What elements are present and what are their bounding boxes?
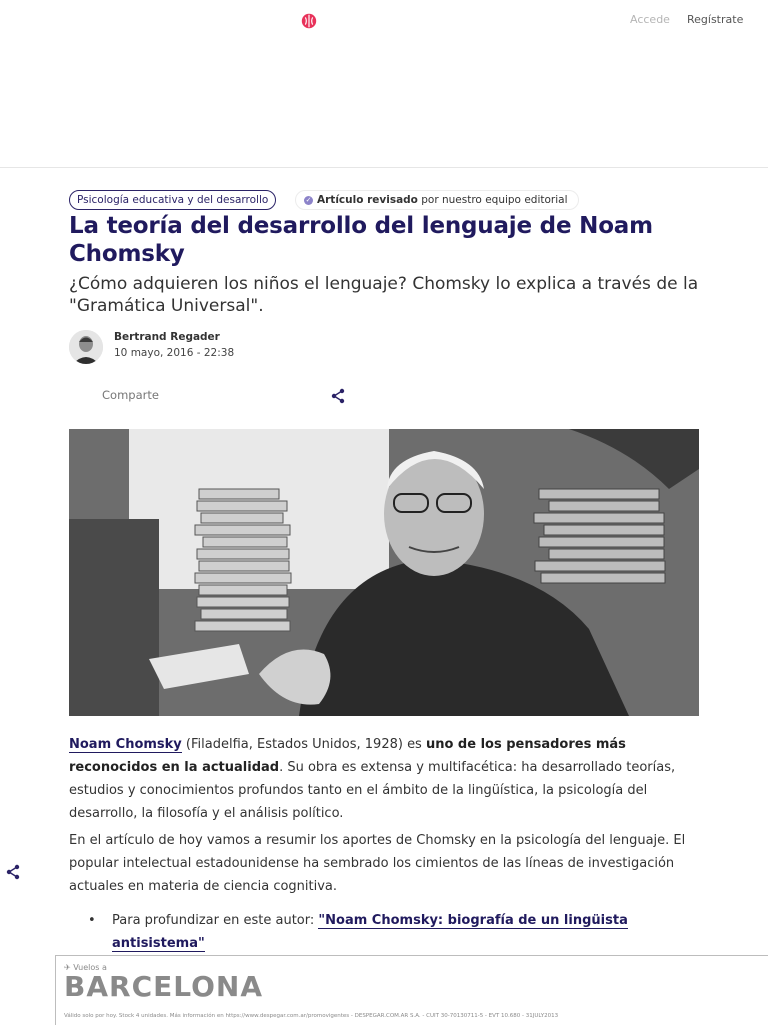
avatar-image [69,330,103,364]
bullet-dot: • [88,913,96,928]
brain-logo-icon[interactable] [300,12,318,30]
reviewed-bold: Artículo revisado [317,194,418,206]
chomsky-link[interactable]: Noam Chomsky [69,737,182,752]
reviewed-rest: por nuestro equipo editorial [421,194,568,206]
article-title: La teoría del desarrollo del lenguaje de Noam Chomsky [69,213,653,267]
share-icon[interactable] [330,388,346,404]
bullet-content [112,909,672,955]
ad-flight-label: ✈ Vuelos a [64,963,107,972]
ad-city: BARCELONA [64,970,263,1003]
register-link[interactable]: Regístrate [687,13,744,26]
related-article-link[interactable]: "Noam Chomsky: biografía de un lingüista antisistema" [112,913,628,951]
p1-bold: uno de los pensadores más reconocidos en la actualidad [69,737,626,775]
bullet-text: Para profundizar en este autor: [112,913,319,928]
login-link[interactable]: Accede [630,13,670,26]
ad-legal-text: Válido solo por hoy. Stock 4 unidades. Más información en https://www.despegar.com.ar/promovigentes - DESPEGAR.COM.AR S.A. - CUIT 30-70130711-5 - EVT 10.680 - 31JULY2013 [64,1013,559,1019]
share-label: Comparte [102,388,159,402]
publish-date: 10 mayo, 2016 - 22:38 [114,347,235,359]
p1-text-a: (Filadelfia, Estados Unidos, 1928) es [181,737,426,752]
hero-image [69,429,699,716]
floating-share-icon[interactable] [5,864,21,880]
p1-text-b: . Su obra es extensa y multifacética: ha desarrollado teorías, estudios y conocimientos profundos tanto en el ámbito de la lingüística, la psicología del desarrollo, la filosofía y el análisis político. [69,760,676,821]
chomsky-photo [69,429,699,716]
author-avatar[interactable] [69,330,103,364]
check-icon: ✓ [305,195,312,204]
top-bar [0,0,768,40]
header-divider [0,167,768,168]
author-name[interactable]: Bertrand Regader [114,331,220,343]
paragraph-summary: En el artículo de hoy vamos a resumir los aportes de Chomsky en la psicología del lenguaje. El popular intelectual estadounidense ha sembrado los cimientos de las líneas de investigación actuales en materia de ciencia cognitiva. [69,833,686,894]
article-subtitle: ¿Cómo adquieren los niños el lenguaje? Chomsky lo explica a través de la "Gramática Universal". [69,274,699,316]
reviewed-badge [295,190,579,210]
ad-flight-text: Vuelos a [73,963,107,972]
paragraph-intro [69,733,699,825]
category-tag[interactable]: Psicología educativa y del desarrollo [69,190,276,210]
